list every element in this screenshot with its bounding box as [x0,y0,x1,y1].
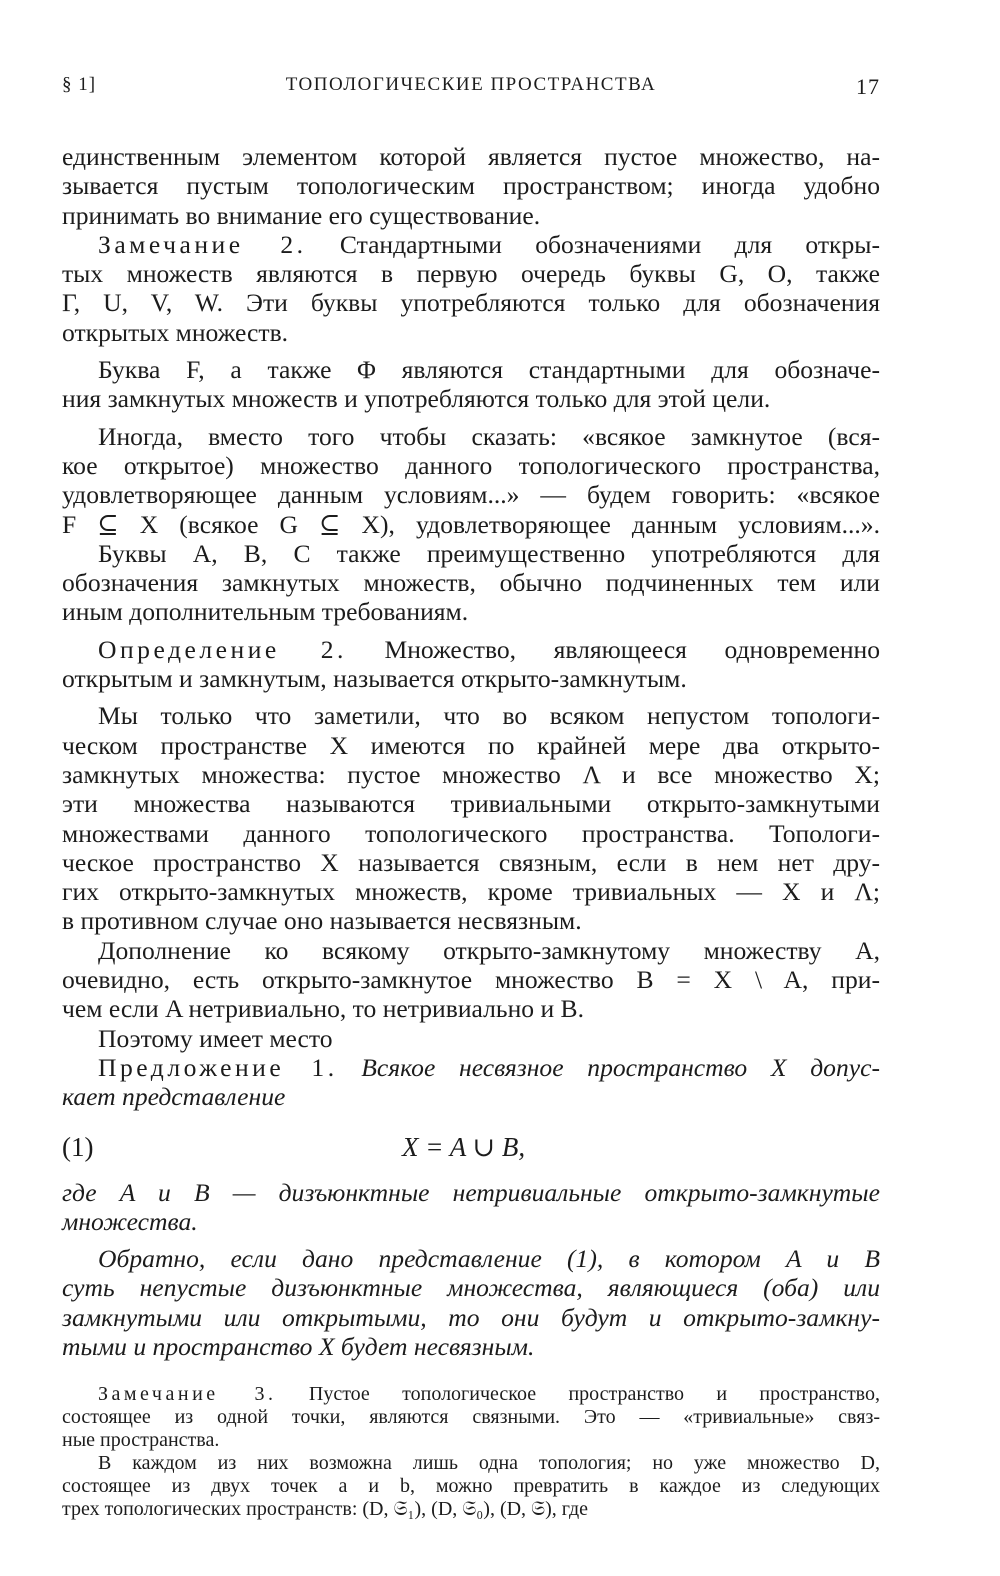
text-line: эти множества называются тривиальными открыто-замкнутыми [62,789,880,819]
page-body [62,142,880,1521]
text-line: состоящее из двух точек a и b, можно превратить в каждое из следующих [62,1475,880,1498]
text-line: суть непустые дизъюнктные множества, являющиеся (оба) или [62,1273,880,1303]
text-line: замкнутыми или открытыми, то они будут и открыто-замкну- [62,1302,880,1332]
text-line: трех топологических пространств: (D, 𝔖₁), (D, 𝔖₀), (D, 𝔖), где [62,1498,589,1521]
paragraph [62,142,880,230]
remark-2-heading: Замечание 2. [98,229,307,259]
paragraph [62,539,880,627]
text-line: ческое пространство X называется связным, если в нем нет дру- [62,847,880,877]
text-line: Буквы A, B, C также преимущественно употребляются для [98,538,880,568]
text-line: множества. [62,1206,198,1236]
remark-2 [62,230,880,347]
text-line: принимать во внимание его существование. [62,200,541,230]
page-number: 17 [856,74,880,99]
text-line: ния замкнутых множеств и употребляются только для этой цели. [62,384,771,414]
paragraph [62,355,880,414]
text-line: чем если A нетривиально, то нетривиально и B. [62,994,585,1024]
remark-3 [62,1383,880,1452]
text-line: Обратно, если дано представление (1), в котором A и B [98,1244,880,1274]
proposition-1 [62,1053,880,1112]
proposition-1-heading: Предложение 1. [98,1052,338,1082]
running-header [62,74,880,104]
text-line: Всякое несвязное пространство X допус- [337,1052,880,1082]
text-line: тыми и пространство X будет несвязным. [62,1331,535,1361]
text-line: удовлетворяющее данным условиям...» — будем говорить: «всякое [62,480,880,510]
text-line: Стандартными обозначениями для откры- [306,229,880,259]
paragraph [62,936,880,1024]
definition-2-heading: Определение 2. [98,634,347,664]
paragraph [62,422,880,539]
paragraph [62,1178,880,1237]
text-line: ческом пространстве X имеются по крайней мере два открыто- [62,730,880,760]
paragraph [62,1024,880,1053]
text-line: иным дополнительным требованиям. [62,597,469,627]
text-line: где A и B — дизъюнктные нетривиальные открыто-замкнутые [62,1177,880,1207]
text-line: В каждом из них возможна лишь одна топология; но уже множество D, [98,1452,880,1475]
text-line: очевидно, есть открыто-замкнутое множество B = X \ A, при- [62,965,880,995]
text-line: Дополнение ко всякому открыто-замкнутому множеству A, [98,935,880,965]
text-line: открытых множеств. [62,317,289,347]
text-line: в противном случае оно называется несвязным. [62,906,582,936]
remark-3-continuation [62,1452,880,1521]
text-line: единственным элементом которой является пустое множество, на- [62,142,880,171]
paragraph [62,1244,880,1361]
paragraph [62,701,880,935]
text-line: F ⊆ X (всякое G ⊆ X), удовлетворяющее данным условиям...». [62,509,880,539]
text-line: Множество, являющееся одновременно [346,634,881,664]
text-line: гих открыто-замкнутых множеств, кроме тривиальных — X и Λ; [62,877,880,907]
text-line: обозначения замкнутых множеств, обычно подчиненных тем или [62,568,880,598]
text-line: ные пространства. [62,1429,220,1452]
definition-2 [62,635,880,694]
text-line: Мы только что заметили, что во всяком непустом топологи- [98,701,880,731]
formula-1 [62,1118,880,1174]
text-line: Пустое топологическое пространство и пространство, [276,1383,880,1406]
remark-3-heading: Замечание 3. [98,1383,277,1406]
text-line: замкнутых множества: пустое множество Λ и все множество X; [62,759,880,789]
text-line: открытым и замкнутым, называется открыто-замкнутым. [62,664,687,694]
text-line: Поэтому имеет место [98,1023,333,1053]
text-line: Буква F, а также Φ являются стандартными для обозначе- [98,355,880,385]
section-marker: § 1] [62,74,97,95]
text-line: кое открытое) множество данного топологического пространства, [62,450,880,480]
text-line: Иногда, вместо того чтобы сказать: «всякое замкнутое (вся- [98,421,880,451]
text-line: Γ, U, V, W. Эти буквы употребляются только для обозначения [62,288,880,318]
running-title: ТОПОЛОГИЧЕСКИЕ ПРОСТРАНСТВА [285,74,657,95]
formula-expression: X = A ∪ B, [402,1131,526,1162]
text-line: тых множеств являются в первую очередь буквы G, O, также [62,259,880,289]
text-line: зывается пустым топологическим пространством; иногда удобно [62,171,880,201]
text-line: множествами данного топологического пространства. Топологи- [62,818,880,848]
text-line: кает представление [62,1082,286,1112]
text-line: состоящее из одной точки, являются связными. Это — «тривиальные» связ- [62,1406,880,1429]
formula-number: (1) [62,1131,94,1162]
